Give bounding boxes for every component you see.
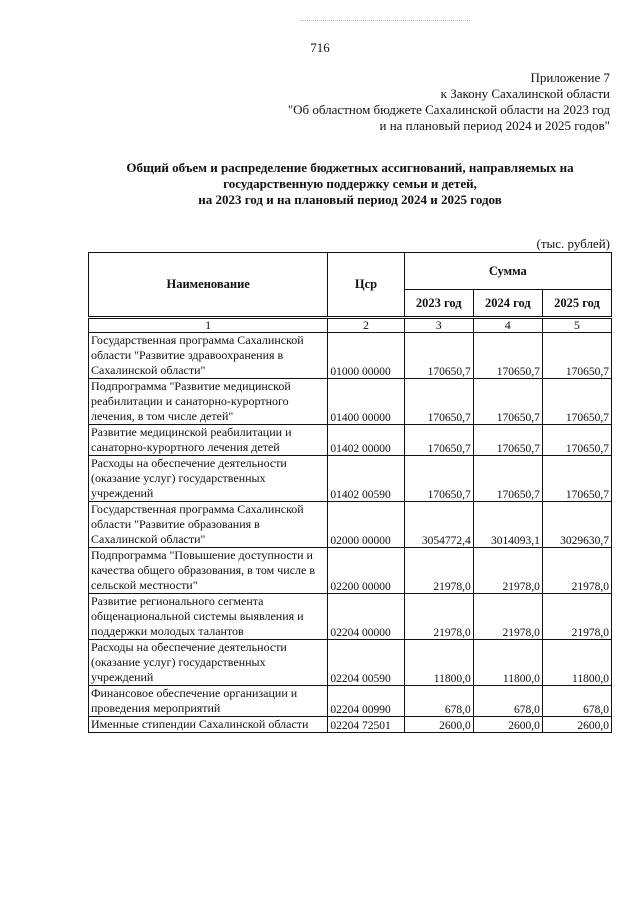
budget-table [88,252,612,733]
row-value-2023: 678,0 [404,686,473,717]
table-row [89,594,612,640]
appendix-block [288,70,610,134]
row-name: Развитие медицинской реабилитации и санаторно-курортного лечения детей [89,425,328,456]
row-value-2025: 170650,7 [542,425,611,456]
row-name: Именные стипендии Сахалинской области [89,717,328,733]
column-number: 4 [473,318,542,333]
row-value-2025: 170650,7 [542,333,611,379]
row-name: Расходы на обеспечение деятельности (оказание услуг) государственных учреждений [89,640,328,686]
row-name: Подпрограмма "Развитие медицинской реабилитации и санаторно-курортного лечения, в том числе детей" [89,379,328,425]
row-csr: 02204 00590 [328,640,404,686]
title-line: на 2023 год и на плановый период 2024 и 2025 годов [198,192,502,207]
appendix-line: "Об областном бюджете Сахалинской области на 2023 год [287,102,610,117]
row-value-2024: 678,0 [473,686,542,717]
row-value-2024: 170650,7 [473,333,542,379]
row-csr: 02204 00000 [328,594,404,640]
row-value-2025: 11800,0 [542,640,611,686]
column-number: 3 [404,318,473,333]
row-value-2025: 170650,7 [542,456,611,502]
table-row [89,456,612,502]
row-value-2024: 170650,7 [473,379,542,425]
table-row [89,717,612,733]
row-name: Расходы на обеспечение деятельности (оказание услуг) государственных учреждений [89,456,328,502]
row-value-2023: 11800,0 [404,640,473,686]
row-value-2023: 21978,0 [404,594,473,640]
row-name: Финансовое обеспечение организации и проведения мероприятий [89,686,328,717]
row-csr: 01402 00000 [328,425,404,456]
header-2024: 2024 год [473,290,542,318]
table-row [89,502,612,548]
row-value-2024: 3014093,1 [473,502,542,548]
appendix-line: Приложение 7 [530,70,610,85]
table-row [89,548,612,594]
row-name: Подпрограмма "Повышение доступности и качества общего образования, в том числе в сельской местности" [89,548,328,594]
column-number: 5 [542,318,611,333]
header-csr: Цср [328,253,404,318]
row-value-2023: 170650,7 [404,379,473,425]
row-value-2025: 2600,0 [542,717,611,733]
column-number-row [89,318,612,333]
row-csr: 02204 72501 [328,717,404,733]
column-number: 1 [89,318,328,333]
scan-header-noise [300,14,470,21]
row-value-2023: 170650,7 [404,425,473,456]
row-name: Развитие регионального сегмента общенациональной системы выявления и поддержки молодых талантов [89,594,328,640]
table-row [89,686,612,717]
row-value-2024: 21978,0 [473,548,542,594]
table-row [89,425,612,456]
row-value-2024: 170650,7 [473,425,542,456]
page-number: 716 [310,40,330,55]
document-title [80,160,620,208]
column-number: 2 [328,318,404,333]
row-csr: 01000 00000 [328,333,404,379]
row-value-2023: 170650,7 [404,456,473,502]
units-label: (тыс. рублей) [536,236,610,251]
table-row [89,333,612,379]
row-value-2024: 2600,0 [473,717,542,733]
header-sum: Сумма [404,253,611,290]
row-value-2024: 170650,7 [473,456,542,502]
row-value-2024: 21978,0 [473,594,542,640]
row-value-2025: 170650,7 [542,379,611,425]
row-value-2023: 3054772,4 [404,502,473,548]
row-csr: 02200 00000 [328,548,404,594]
appendix-line: и на плановый период 2024 и 2025 годов" [379,118,610,133]
row-value-2025: 3029630,7 [542,502,611,548]
row-value-2025: 678,0 [542,686,611,717]
header-2025: 2025 год [542,290,611,318]
row-csr: 01402 00590 [328,456,404,502]
table-row [89,379,612,425]
row-value-2023: 170650,7 [404,333,473,379]
title-line: государственную поддержку семьи и детей, [223,176,477,191]
header-name: Наименование [89,253,328,318]
row-value-2025: 21978,0 [542,594,611,640]
title-line: Общий объем и распределение бюджетных ассигнований, направляемых на [126,160,574,175]
row-value-2023: 2600,0 [404,717,473,733]
row-csr: 02000 00000 [328,502,404,548]
row-value-2023: 21978,0 [404,548,473,594]
row-name: Государственная программа Сахалинской области "Развитие здравоохранения в Сахалинской области" [89,333,328,379]
row-name: Государственная программа Сахалинской области "Развитие образования в Сахалинской области" [89,502,328,548]
appendix-line: к Закону Сахалинской области [440,86,610,101]
row-value-2025: 21978,0 [542,548,611,594]
row-csr: 01400 00000 [328,379,404,425]
header-2023: 2023 год [404,290,473,318]
row-csr: 02204 00990 [328,686,404,717]
row-value-2024: 11800,0 [473,640,542,686]
table-row [89,640,612,686]
